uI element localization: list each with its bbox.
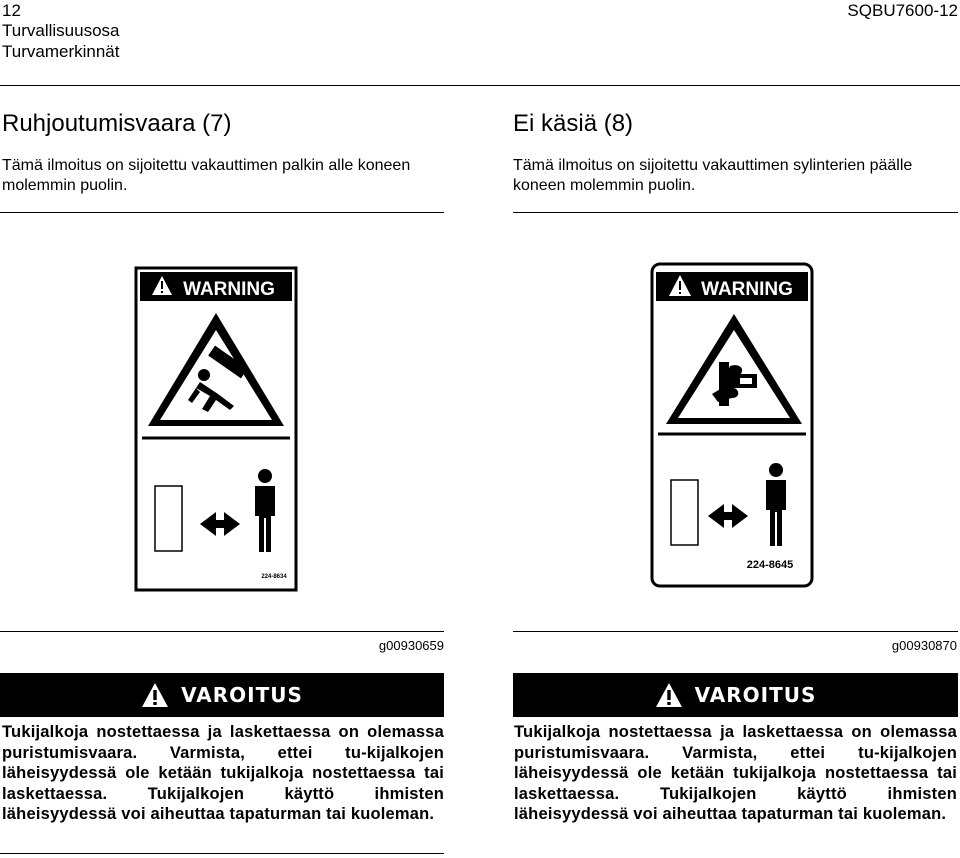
left-section-text: Tämä ilmoitus on sijoitettu vakauttimen palkin alle koneen molemmin puolin. — [2, 157, 411, 194]
document-code: SQBU7600-12 — [847, 1, 958, 20]
left-graphic-code: g00930659 — [378, 638, 444, 653]
right-graphic-code: g00930870 — [891, 638, 957, 653]
right-title-rule — [513, 212, 958, 213]
warning-triangle-icon — [141, 682, 169, 708]
crush-warning-label — [134, 266, 300, 592]
left-varoitus-banner — [0, 673, 444, 717]
left-bottom-rule — [0, 853, 444, 854]
label-part-number: 224-8645 — [746, 559, 794, 571]
left-warning-text: Tukijalkoja nostettaessa ja laskettaessa on olemassa puristumisvaara. Varmista, ettei tu-kijalkojen läheisyydessä ole ketään tukijalkoja nostettaessa tai laskettaessa. Tukijalkojen käyttö ihmisten läheisyydessä voi aiheuttaa tapaturman tai kuoleman. — [2, 723, 444, 823]
left-title-rule — [0, 212, 444, 213]
varoitus-label: VAROITUS — [181, 683, 303, 707]
left-section-title: Ruhjoutumisvaara (7) — [2, 110, 232, 137]
right-section-title: Ei käsiä (8) — [513, 110, 634, 137]
right-figure-rule — [513, 631, 958, 632]
label-banner-text: WARNING — [701, 279, 793, 300]
hand-crush-warning-label — [650, 262, 816, 588]
warning-triangle-icon — [655, 682, 683, 708]
right-section-text: Tämä ilmoitus on sijoitettu vakauttimen sylinterien päälle koneen molemmin puolin. — [513, 157, 913, 194]
section-name: Turvallisuusosa — [2, 21, 120, 40]
page-number: 12 — [2, 1, 21, 20]
subsection-name: Turvamerkinnät — [2, 42, 120, 61]
right-varoitus-banner — [513, 673, 958, 717]
label-banner-text: WARNING — [183, 279, 275, 300]
header-divider — [0, 85, 960, 86]
label-part-number: 224-8634 — [261, 574, 287, 580]
varoitus-label: VAROITUS — [694, 683, 817, 707]
right-warning-text: Tukijalkoja nostettaessa ja laskettaessa on olemassa puristumisvaara. Varmista, ettei tu-kijalkojen läheisyydessä ole ketään tukijalkoja nostettaessa tai laskettaessa. Tukijalkojen käyttö ihmisten läheisyydessä voi aiheuttaa tapaturman tai kuoleman. — [514, 723, 957, 823]
left-figure-rule — [0, 631, 444, 632]
